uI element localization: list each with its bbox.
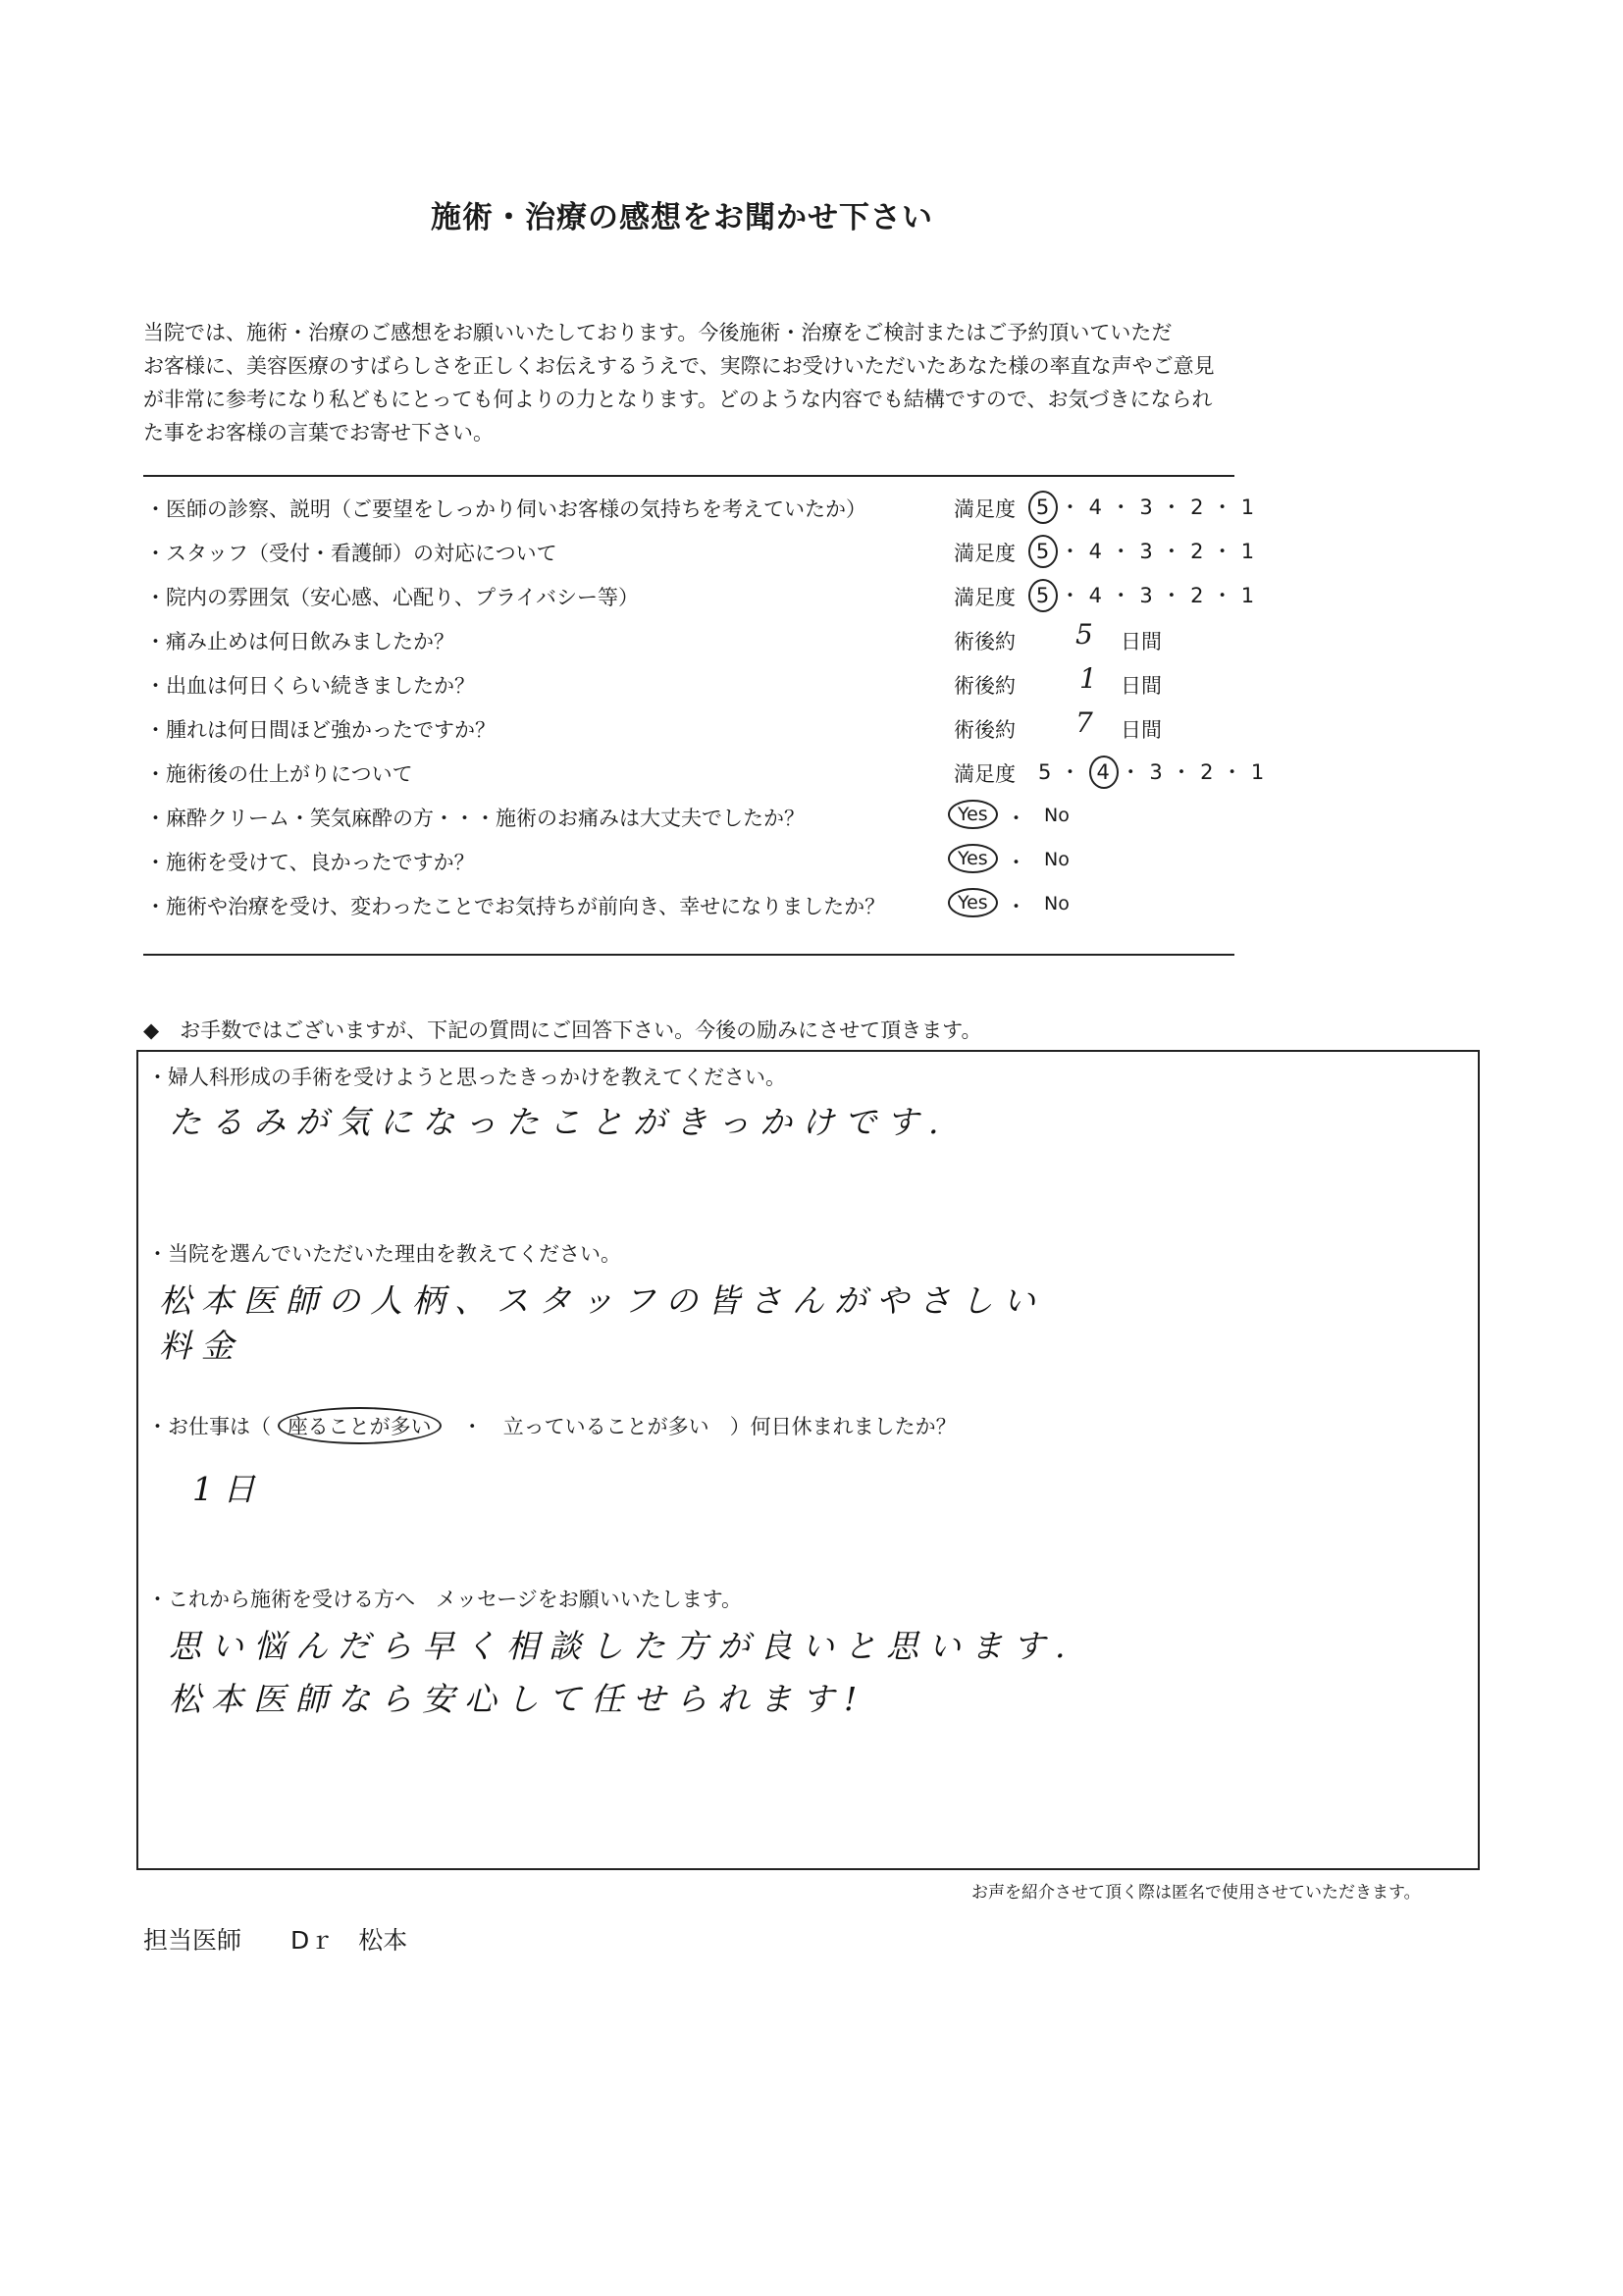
question-swelling-days: ・腫れは何日間ほど強かったですか？ — [145, 718, 496, 742]
satisfaction-label: 満足度 — [954, 586, 1016, 609]
question-work-days-off — [147, 1407, 957, 1444]
no-option: No — [1044, 893, 1070, 914]
divider-top — [143, 475, 1234, 477]
question-message: ・これから施術を受ける方へ メッセージをお願いいたします。 — [147, 1588, 743, 1611]
intro-line-3: が非常に参考になり私どもにとっても何よりの力となります。どのような内容でも結構ですので、お気づきになられ — [143, 388, 1213, 411]
days-label: 術後約 — [954, 718, 1016, 742]
intro-line-4: た事をお客様の言葉でお寄せ下さい。 — [143, 421, 494, 444]
question-glad-treatment: ・施術を受けて、良かったですか？ — [145, 851, 475, 874]
separator: ・ — [461, 1415, 483, 1438]
page-title: 施術・治療の感想をお聞かせ下さい — [431, 200, 933, 235]
question-feel-positive: ・施術や治療を受け、変わったことでお気持ちが前向き、幸せになりましたか？ — [145, 895, 886, 918]
painkiller-days-answer: 5 — [1075, 618, 1093, 651]
scale-before: 5 ・ — [1038, 760, 1082, 784]
handwritten-answer-days-off: 1日 — [192, 1470, 265, 1508]
question-painkiller-days: ・痛み止めは何日飲みましたか？ — [145, 630, 454, 653]
no-option: No — [1044, 849, 1070, 870]
yes-circled: Yes — [948, 800, 998, 829]
days-unit: 日間 — [1121, 630, 1162, 653]
question-doctor-explanation: ・医師の診察、説明（ご要望をしっかり伺いお客様の気持ちを考えていたか） — [145, 497, 866, 521]
satisfaction-label: 満足度 — [954, 497, 1016, 521]
question-motivation: ・婦人科形成の手術を受けようと思ったきっかけを教えてください。 — [147, 1066, 786, 1089]
satisfaction-scale — [1038, 756, 1265, 789]
intro-line-2: お客様に、美容医療のすばらしさを正しくお伝えするうえで、実際にお受けいただいたあなた様の率直な声やご意見 — [143, 354, 1215, 378]
handwritten-answer-motivation: たるみが気になったことがきっかけです. — [169, 1103, 949, 1141]
circled-answer: 5 — [1028, 535, 1058, 568]
doctor-in-charge — [143, 1921, 407, 1957]
question-result-satisfaction: ・施術後の仕上がりについて — [145, 762, 413, 786]
divider-bottom — [143, 954, 1234, 956]
separator: ・ — [1006, 851, 1026, 874]
handwritten-answer-reason-1: 松本医師の人柄、スタッフの皆さんがやさしい — [159, 1281, 1045, 1320]
circled-answer: 5 — [1028, 579, 1058, 612]
question-staff-response: ・スタッフ（受付・看護師）の対応について — [145, 542, 557, 565]
days-label: 術後約 — [954, 674, 1016, 698]
separator: ・ — [1006, 807, 1026, 830]
swelling-days-answer: 7 — [1075, 706, 1093, 739]
no-option: No — [1044, 805, 1070, 826]
satisfaction-scale — [1028, 579, 1255, 612]
days-label: 術後約 — [954, 630, 1016, 653]
scale-remaining: ・ 4 ・ 3 ・ 2 ・ 1 — [1060, 496, 1256, 519]
separator: ・ — [1006, 895, 1026, 918]
handwritten-answer-reason-2: 料金 — [159, 1327, 243, 1365]
instructions-notice: ◆ お手数ではございますが、下記の質問にご回答下さい。今後の励みにさせて頂きます。 — [143, 1018, 982, 1042]
circled-answer: 5 — [1028, 491, 1058, 524]
satisfaction-label: 満足度 — [954, 762, 1016, 786]
satisfaction-label: 満足度 — [954, 542, 1016, 565]
doctor-name: Dｒ 松本 — [290, 1926, 408, 1955]
question-bleeding-days: ・出血は何日くらい続きましたか？ — [145, 674, 475, 698]
scale-remaining: ・ 4 ・ 3 ・ 2 ・ 1 — [1060, 584, 1256, 607]
bleeding-days-answer: 1 — [1079, 662, 1097, 695]
days-unit: 日間 — [1121, 674, 1162, 698]
freeform-answer-box — [136, 1050, 1480, 1870]
work-prefix: ・お仕事は（ — [147, 1415, 271, 1438]
days-unit: 日間 — [1121, 718, 1162, 742]
scale-remaining: ・ 4 ・ 3 ・ 2 ・ 1 — [1060, 540, 1256, 563]
doctor-label: 担当医師 — [143, 1926, 242, 1955]
scale-remaining: ・ 3 ・ 2 ・ 1 — [1120, 760, 1266, 784]
handwritten-answer-message-2: 松本医師なら安心して任せられます! — [169, 1680, 867, 1718]
circled-answer: 4 — [1089, 756, 1119, 789]
circled-option-sitting: 座ることが多い — [278, 1407, 442, 1444]
question-reason-chosen: ・当院を選んでいただいた理由を教えてください。 — [147, 1242, 621, 1266]
question-clinic-atmosphere: ・院内の雰囲気（安心感、心配り、プライバシー等） — [145, 586, 639, 609]
yes-circled: Yes — [948, 888, 998, 917]
yes-circled: Yes — [948, 844, 998, 873]
work-suffix: ）何日休まれましたか？ — [729, 1415, 957, 1438]
intro-line-1: 当院では、施術・治療のご感想をお願いいたしております。今後施術・治療をご検討またはご予約頂いていただ — [143, 321, 1173, 344]
handwritten-answer-message-1: 思い悩んだら早く相談した方が良いと思います. — [169, 1627, 1075, 1665]
question-anesthesia-pain: ・麻酔クリーム・笑気麻酔の方・・・施術のお痛みは大丈夫でしたか？ — [145, 807, 805, 830]
satisfaction-scale — [1028, 491, 1255, 524]
option-standing: 立っていることが多い — [502, 1415, 709, 1438]
anonymity-footnote: お声を紹介させて頂く際は匿名で使用させていただきます。 — [971, 1883, 1421, 1903]
satisfaction-scale — [1028, 535, 1255, 568]
